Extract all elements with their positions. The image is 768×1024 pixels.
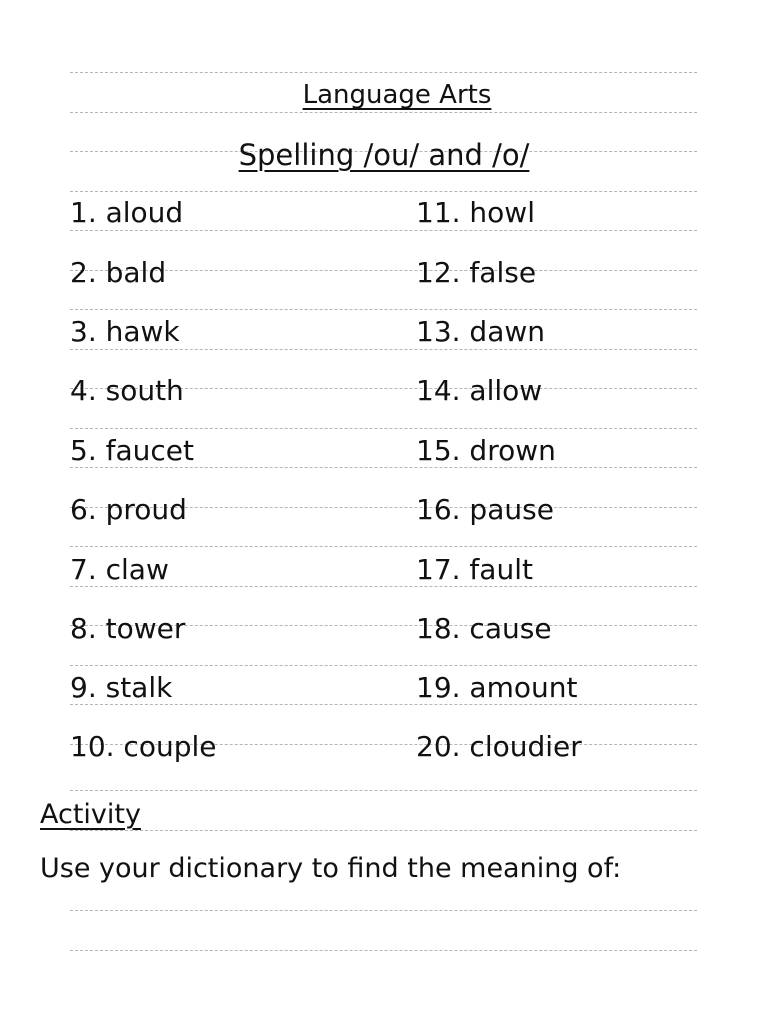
ruled-line	[70, 428, 697, 429]
spelling-word: 18. cause	[416, 612, 552, 645]
spelling-word: 15. drown	[416, 434, 556, 467]
activity-instruction: Use your dictionary to find the meaning of:	[40, 853, 622, 884]
spelling-word: 13. dawn	[416, 315, 546, 348]
spelling-word: 5. faucet	[70, 434, 194, 467]
spelling-word: 9. stalk	[70, 671, 173, 704]
ruled-line	[70, 830, 697, 831]
ruled-line	[70, 910, 697, 911]
spelling-word: 11. howl	[416, 196, 535, 229]
spelling-word: 19. amount	[416, 671, 578, 704]
activity-heading: Activity	[40, 799, 141, 830]
ruled-line	[70, 704, 697, 705]
spelling-word: 12. false	[416, 256, 537, 289]
ruled-line	[70, 191, 697, 192]
spelling-word: 16. pause	[416, 493, 554, 526]
spelling-word: 14. allow	[416, 374, 543, 407]
ruled-line	[70, 72, 697, 73]
spelling-word: 3. hawk	[70, 315, 180, 348]
spelling-word: 7. claw	[70, 553, 169, 586]
spelling-word: 8. tower	[70, 612, 186, 645]
spelling-word: 10. couple	[70, 730, 217, 763]
spelling-word: 1. aloud	[70, 196, 184, 229]
spelling-word: 20. cloudier	[416, 730, 582, 763]
ruled-line	[70, 950, 697, 951]
ruled-line	[70, 546, 697, 547]
ruled-line	[70, 665, 697, 666]
subject-title: Language Arts	[302, 80, 492, 110]
ruled-line	[70, 309, 697, 310]
ruled-line	[70, 586, 697, 587]
ruled-line	[70, 230, 697, 231]
spelling-word: 2. bald	[70, 256, 167, 289]
ruled-line	[70, 349, 697, 350]
ruled-line	[70, 112, 697, 113]
ruled-line	[70, 790, 697, 791]
ruled-line	[70, 467, 697, 468]
topic-title: Spelling /ou/ and /o/	[238, 138, 530, 172]
spelling-word: 4. south	[70, 374, 184, 407]
spelling-word: 6. proud	[70, 493, 187, 526]
spelling-word: 17. fault	[416, 553, 533, 586]
